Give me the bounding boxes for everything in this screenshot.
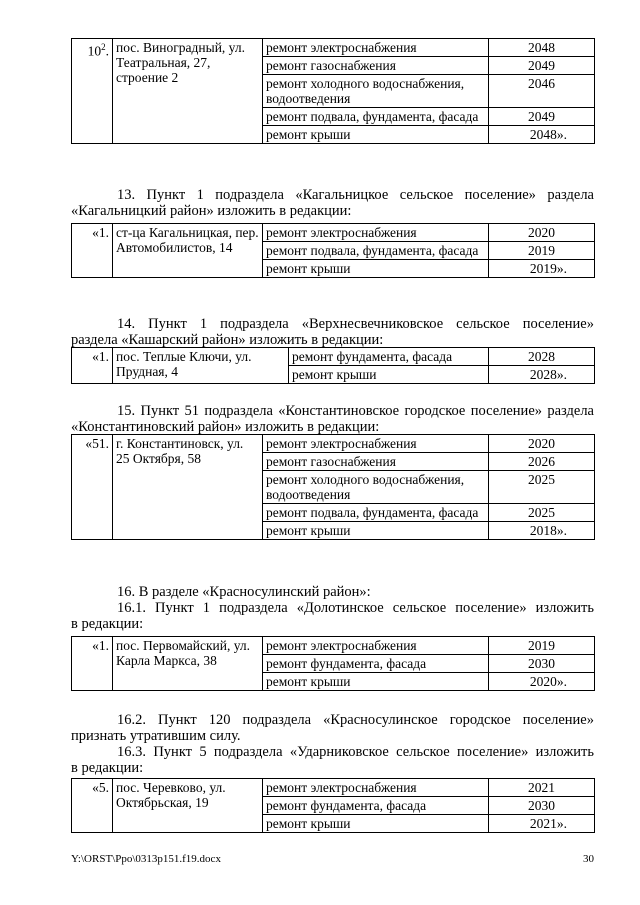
address-cell: пос. Теплые Ключи, ул. Прудная, 4 [113, 348, 289, 384]
table-row [72, 637, 595, 655]
work-cell: ремонт подвала, фундамента, фасада [263, 108, 489, 126]
paragraph-line: «Кагальницкий район» изложить в редакции: [71, 203, 352, 219]
work-cell: ремонт электроснабжения [263, 224, 489, 242]
year-cell: 2019 [489, 242, 595, 260]
year-cell: 2030 [489, 797, 595, 815]
table-row [72, 348, 595, 366]
year-cell: 2020 [489, 224, 595, 242]
table-item-51 [71, 434, 595, 540]
paragraph-15 [71, 403, 594, 435]
paragraph-line: в редакции: [71, 616, 144, 632]
item-number: «1. [72, 224, 113, 278]
year-cell: 2019 [489, 637, 595, 655]
work-cell: ремонт фундамента, фасада [263, 797, 489, 815]
year-cell: 2030 [489, 655, 595, 673]
paragraph-line: 16.2. Пункт 120 подраздела «Красносулинское городское поселение» [117, 712, 594, 728]
work-cell: ремонт крыши [263, 260, 489, 278]
paragraph-line: 13. Пункт 1 подраздела «Кагальницкое сельское поселение» раздела [117, 187, 594, 203]
paragraph-line: в редакции: [71, 760, 144, 776]
work-cell: ремонт электроснабжения [263, 637, 489, 655]
address-cell: пос. Первомайский, ул. Карла Маркса, 38 [113, 637, 263, 691]
work-cell: ремонт фундамента, фасада [289, 348, 489, 366]
work-cell: ремонт электроснабжения [263, 39, 489, 57]
table-item-10-2 [71, 38, 595, 144]
year-cell: 2048 [489, 39, 595, 57]
work-cell: ремонт электроснабжения [263, 435, 489, 453]
year-cell: 2025 [489, 504, 595, 522]
year-cell: 2028». [489, 366, 595, 384]
item-number: $10^2$. [72, 39, 113, 144]
table-item-1-teplye-klyuchi [71, 347, 595, 384]
paragraph-line: 16. В разделе «Красносулинский район»: [117, 584, 371, 600]
paragraph-line: 16.3. Пункт 5 подраздела «Ударниковское сельское поселение» изложить [117, 744, 594, 760]
paragraph-16-2-16-3 [71, 712, 594, 776]
address-cell: г. Константиновск, ул. 25 Октября, 58 [113, 435, 263, 540]
paragraph-14 [71, 316, 594, 348]
item-number: «51. [72, 435, 113, 540]
table-row [72, 224, 595, 242]
paragraph-13 [71, 187, 594, 219]
item-number: «1. [72, 348, 113, 384]
paragraph-line: 16.1. Пункт 1 подраздела «Долотинское сельское поселение» изложить [117, 600, 594, 616]
work-cell: ремонт холодного водоснабжения, водоотведения [263, 75, 489, 108]
footer-file-path: Y:\ORST\Ppo\0313p151.f19.docx [71, 853, 221, 865]
work-cell: ремонт крыши [263, 815, 489, 833]
address-cell: пос. Виноградный, ул. Театральная, 27, строение 2 [113, 39, 263, 144]
table-item-5-cherevkovo [71, 778, 595, 833]
year-cell: 2020 [489, 435, 595, 453]
address-cell: пос. Черевково, ул. Октябрьская, 19 [113, 779, 263, 833]
paragraph-line: 15. Пункт 51 подраздела «Константиновское городское поселение» раздела [117, 403, 594, 419]
address-cell: ст-ца Кагальницкая, пер. Автомобилистов, 14 [113, 224, 263, 278]
year-cell: 2021». [489, 815, 595, 833]
work-cell: ремонт крыши [289, 366, 489, 384]
work-cell: ремонт крыши [263, 522, 489, 540]
table-row [72, 779, 595, 797]
year-cell: 2048». [489, 126, 595, 144]
table-row [72, 435, 595, 453]
item-number: «5. [72, 779, 113, 833]
paragraph-16 [71, 584, 594, 632]
year-cell: 2028 [489, 348, 595, 366]
table-item-1-kagalnitskaya [71, 223, 595, 278]
year-cell: 2021 [489, 779, 595, 797]
work-cell: ремонт газоснабжения [263, 453, 489, 471]
year-cell: 2026 [489, 453, 595, 471]
year-cell: 2020». [489, 673, 595, 691]
item-number: «1. [72, 637, 113, 691]
work-cell: ремонт крыши [263, 673, 489, 691]
work-cell: ремонт газоснабжения [263, 57, 489, 75]
table-item-1-pervomayskiy [71, 636, 595, 691]
work-cell: ремонт электроснабжения [263, 779, 489, 797]
work-cell: ремонт подвала, фундамента, фасада [263, 504, 489, 522]
year-cell: 2018». [489, 522, 595, 540]
paragraph-line: раздела «Кашарский район» изложить в редакции: [71, 332, 384, 348]
year-cell: 2046 [489, 75, 595, 108]
paragraph-line: признать утратившим силу. [71, 728, 241, 744]
work-cell: ремонт холодного водоснабжения, водоотведения [263, 471, 489, 504]
year-cell: 2049 [489, 57, 595, 75]
year-cell: 2025 [489, 471, 595, 504]
table-row [72, 39, 595, 57]
footer-page-number: 30 [583, 853, 594, 865]
work-cell: ремонт подвала, фундамента, фасада [263, 242, 489, 260]
year-cell: 2049 [489, 108, 595, 126]
paragraph-line: 14. Пункт 1 подраздела «Верхнесвечниковское сельское поселение» [117, 316, 594, 332]
paragraph-line: «Константиновский район» изложить в редакции: [71, 419, 380, 435]
work-cell: ремонт фундамента, фасада [263, 655, 489, 673]
work-cell: ремонт крыши [263, 126, 489, 144]
year-cell: 2019». [489, 260, 595, 278]
